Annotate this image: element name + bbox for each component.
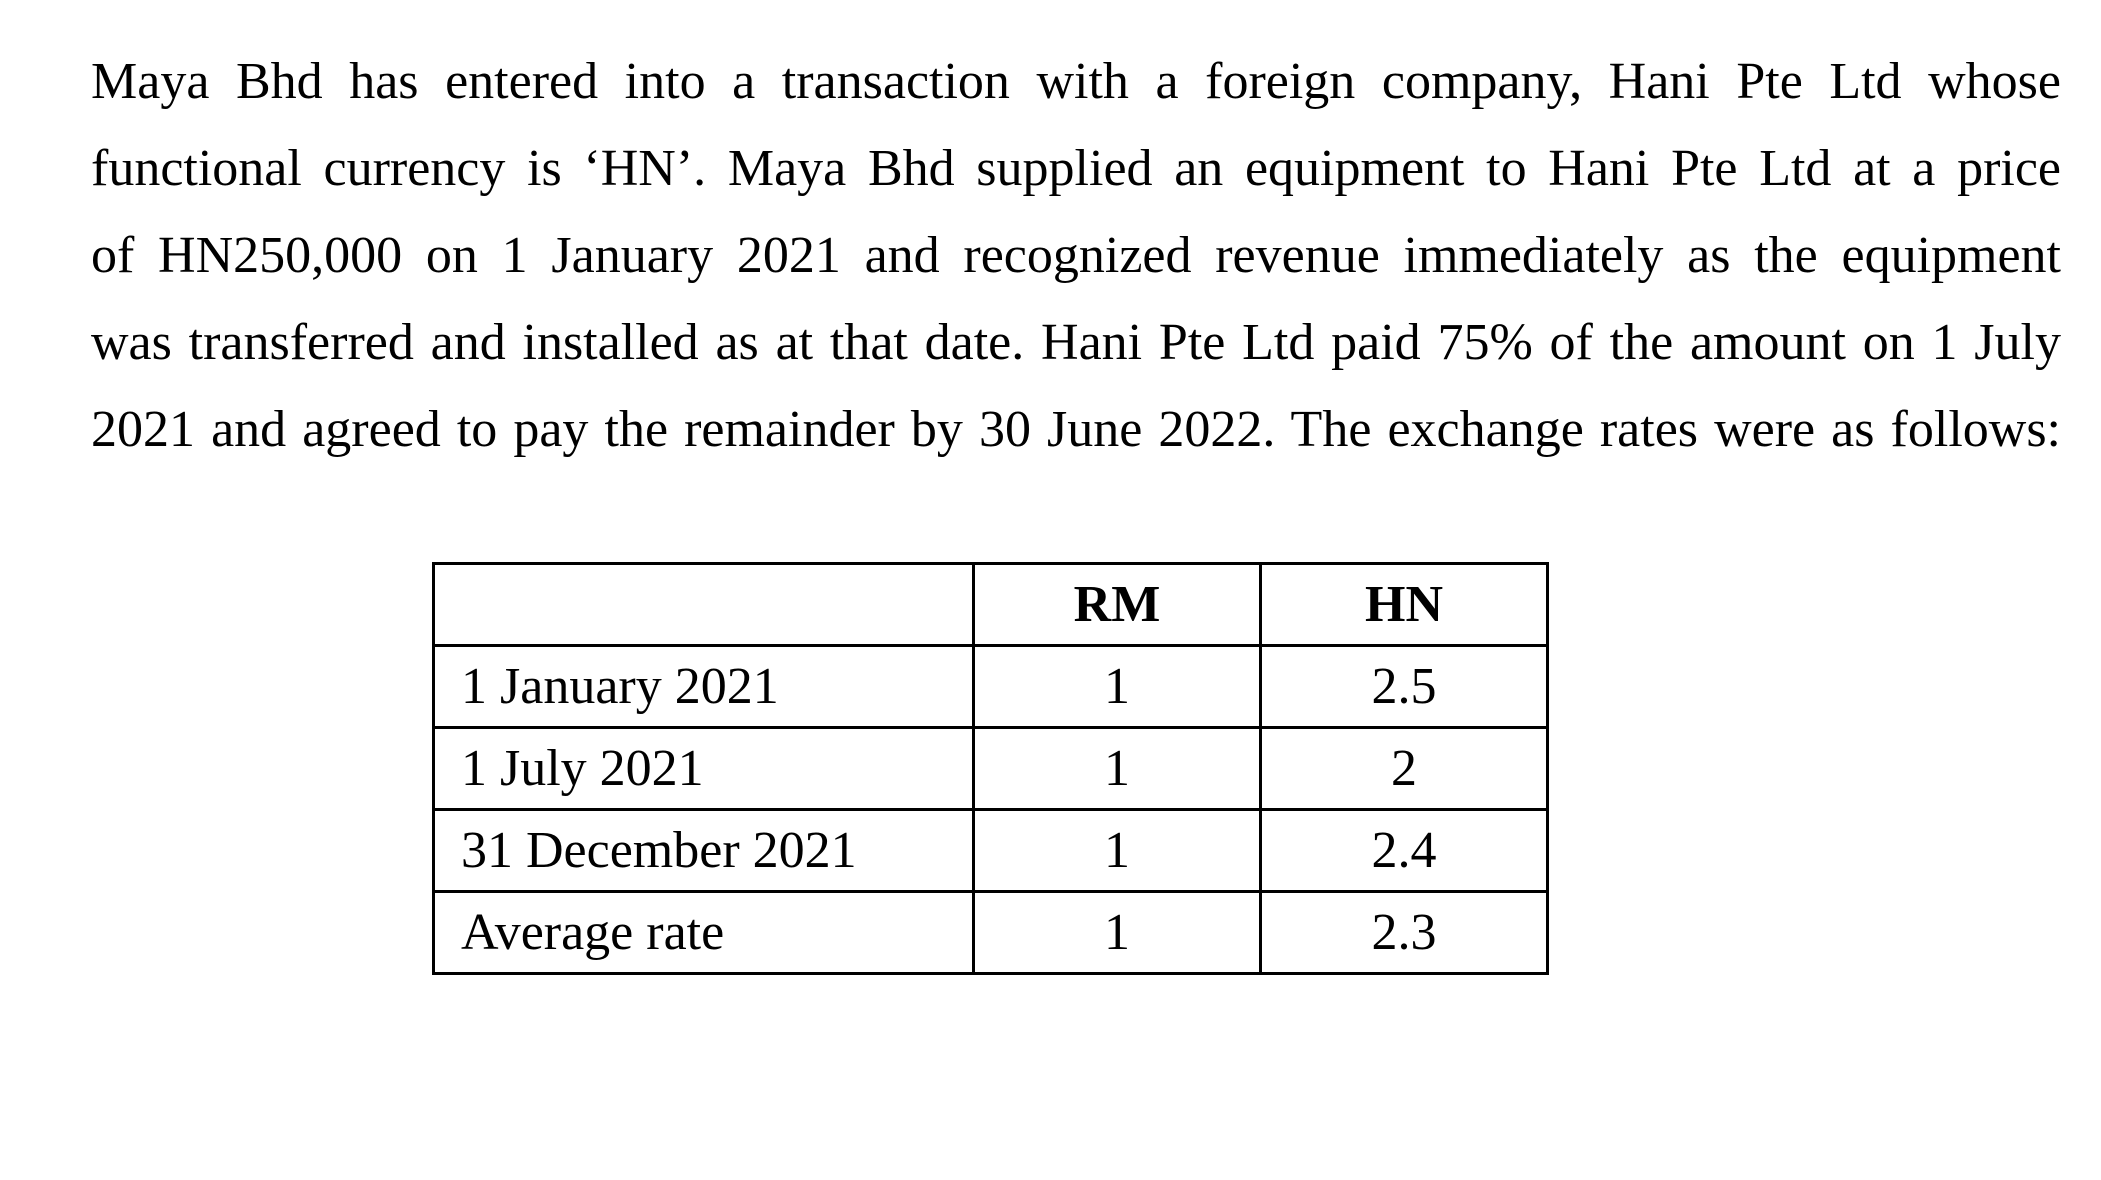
table-row [434, 810, 1548, 892]
hn-cell: 2.5 [1261, 646, 1548, 728]
table-row [434, 728, 1548, 810]
hn-cell: 2 [1261, 728, 1548, 810]
rm-cell: 1 [974, 892, 1261, 974]
rm-cell: 1 [974, 810, 1261, 892]
paragraph-line: was transferred and installed as at that date. Hani Pte Ltd paid 75% of the amount on 1 July [91, 314, 2061, 371]
paragraph-line: 2021 and agreed to pay the remainder by 30 June 2022. The exchange rates were as follows: [91, 401, 2061, 458]
table-row [434, 892, 1548, 974]
hn-cell: 2.3 [1261, 892, 1548, 974]
exchange-rates-table [432, 562, 1549, 975]
date-cell: 1 January 2021 [434, 646, 974, 728]
hn-cell: 2.4 [1261, 810, 1548, 892]
table-header-row [434, 564, 1548, 646]
question-paragraph [91, 38, 2061, 473]
table-row [434, 646, 1548, 728]
header-cell-rm: RM [974, 564, 1261, 646]
header-cell-empty [434, 564, 974, 646]
paragraph-line: functional currency is ‘HN’. Maya Bhd supplied an equipment to Hani Pte Ltd at a price [91, 140, 2061, 197]
rm-cell: 1 [974, 646, 1261, 728]
paragraph-line: Maya Bhd has entered into a transaction with a foreign company, Hani Pte Ltd whose [91, 53, 2061, 110]
date-cell: 1 July 2021 [434, 728, 974, 810]
paragraph-line: of HN250,000 on 1 January 2021 and recognized revenue immediately as the equipment [91, 227, 2061, 284]
rm-cell: 1 [974, 728, 1261, 810]
date-cell: 31 December 2021 [434, 810, 974, 892]
date-cell: Average rate [434, 892, 974, 974]
header-cell-hn: HN [1261, 564, 1548, 646]
